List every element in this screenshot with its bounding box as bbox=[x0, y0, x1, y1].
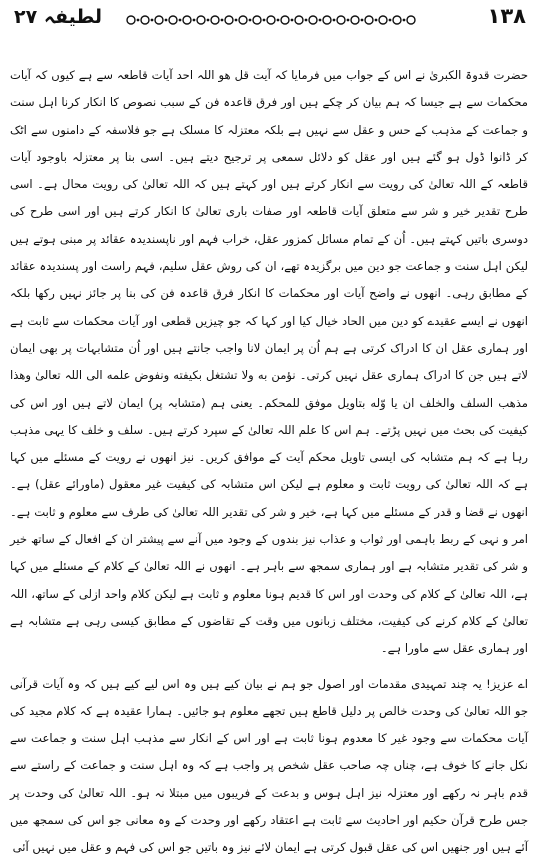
paragraph: حضرت قدوۃ الکبریٰ نے اس کے جواب میں فرمایا کہ آیت قل ھو اللہ احد آیات قاطعہ سے ہے کیوں کہ آیات محکمات سے ہے جیسا کہ ہم بیان کر چکے ہیں اور فرق قاعدہ فن کے سبب نصوص کا انکار کرنا اہل سنت و جماعت کے مذہب کے حس و عقل سے نہیں ہے بلکہ معتزلہ کا مسلک ہے جو فلاسفہ کے دامنوں سے اٹک کر ڈانوا ڈول ہو گئے ہیں اور عقل کو دلائل سمعی پر ترجیح دیتے ہیں۔ اسی بنا پر معتزلہ باوجود آیات قاطعہ کے اللہ تعالیٰ کی رویت سے انکار کرتے ہیں اور کہتے ہیں کہ اللہ تعالیٰ کی رویت محال ہے۔ اسی طرح تقدیر خیر و شر سے متعلق آیات قاطعہ اور صفات باری تعالیٰ کا انکار کرتے ہیں اور اسی طرح کی دوسری باتیں کہتے ہیں۔ اُن کے تمام مسائل کمزور عقل، خراب فہم اور ناپسندیدہ عقائد پر مبنی ہوتے ہیں لیکن اہل سنت و جماعت جو دین میں برگزیدہ تھے، ان کی روش عقل سلیم، فہم راست اور پسندیدہ عقائد کے مطابق رہی۔ انھوں نے واضح آیات اور محکمات کا انکار فرق قاعدہ فن کی بنا پر جائز نہیں رکھا بلکہ انھوں نے ایسے عقیدے کو دین میں الحاد خیال کیا اور کہا کہ جو چیزیں قطعی اور آیات محکمات سے ثابت ہے اور ہماری عقل ان کا ادراک کرتی ہے ہم اُن پر ایمان لانا واجب جانتے ہیں اور اُن متشابہات پر بھی ایمان لاتے ہیں جن کا ادراک ہماری عقل نہیں کرتی۔ نؤمن به ولا تشتغل بکیفته ونفوض علمه الی اللہ تعالیٰ وھذا مذھب السلف والخلف ان یا وّله بتاویل موفق للمحکم۔ یعنی ہم (متشابہ پر) ایمان لاتے ہیں اور اس کی کیفیت کی بحث میں نہیں پڑتے۔ ہم اس کا علم اللہ تعالیٰ کے سپرد کرتے ہیں۔ سلف و خلف کا یہی مذہب رہا ہے کہ ہم متشابہ کی ایسی تاویل محکم آیت کے موافق کریں۔ نیز انھوں نے رویت کے مسئلے میں کہا ہے کہ اللہ تعالیٰ کی رویت ثابت و معلوم ہے لیکن اس متشابہ کی کیفیت غیر معقول (ماورائے عقل) ہے۔ انھوں نے قضا و قدر کے مسئلے میں کہا ہے، خیر و شر کی تقدیر اللہ تعالیٰ کی طرف سے معلوم و ثابت ہے۔ امر و نہی کے ربط باہمی اور ثواب و عذاب نیز بندوں کے وجود میں آنے سے پیشتر ان کے افعال کے ساتھ خیر و شر کی تقدیر متشابہ ہے اور ہماری سمجھ سے باہر ہے۔ انھوں نے اللہ تعالیٰ کے کلام کے مسئلے میں کہا ہے، اللہ تعالیٰ کے کلام کی وحدت اور اس کا قدیم ہونا معلوم و ثابت ہے لیکن کلام واحد ازلی کے ساتھ، اللہ تعالیٰ کے کلام کرنے کی کیفیت، مختلف زبانوں میں وقت کے تقاضوں کے مطابق کیسی رہی ہے متشابہ ہے اور ہماری عقل سے ماورا ہے۔ bbox=[10, 68, 528, 656]
page-header bbox=[0, 0, 540, 34]
body-text bbox=[10, 62, 528, 862]
section-title: لطیفہ ۲۷ bbox=[14, 6, 103, 28]
paragraph: اے عزیز! یہ چند تمہیدی مقدمات اور اصول جو ہم نے بیان کیے ہیں وہ اس لیے کیے ہیں کہ وہ آیات قرآنی جو اللہ تعالیٰ کی وحدت خالص پر دلیل قاطع ہیں تجھے معلوم ہو جائیں۔ ہمارا عقیدہ ہے کہ کلام مجید کی آیات محکمات سے وجود غیر کا معدوم ہونا ثابت ہے اور اس کے انکار سے مذہب اہل سنت و جماعت سے نکل جانے کا خوف ہے، چناں چہ صاحب عقل شخص پر واجب ہے کہ وہ اہل سنت و جماعت کے راستے سے قدم باہر نہ رکھے اور معتزلہ نیز اہل ہوس و بدعت کے فریبوں میں مبتلا نہ ہو۔ اللہ تعالیٰ کی وحدت پر جس طرح قرآن حکیم اور احادیث سے ثابت ہے اعتقاد رکھے اور وحدت کے وہ معانی جو اس کی سمجھ میں آئے ہیں اور جنھیں اس کی عقل قبول کرتی ہے ایمان لائے نیز وہ باتیں جو اس کی فہم و عقل میں نہیں آئی bbox=[10, 676, 528, 855]
page-number: ۱۳۸ bbox=[487, 4, 526, 28]
ornament-divider bbox=[125, 14, 425, 26]
